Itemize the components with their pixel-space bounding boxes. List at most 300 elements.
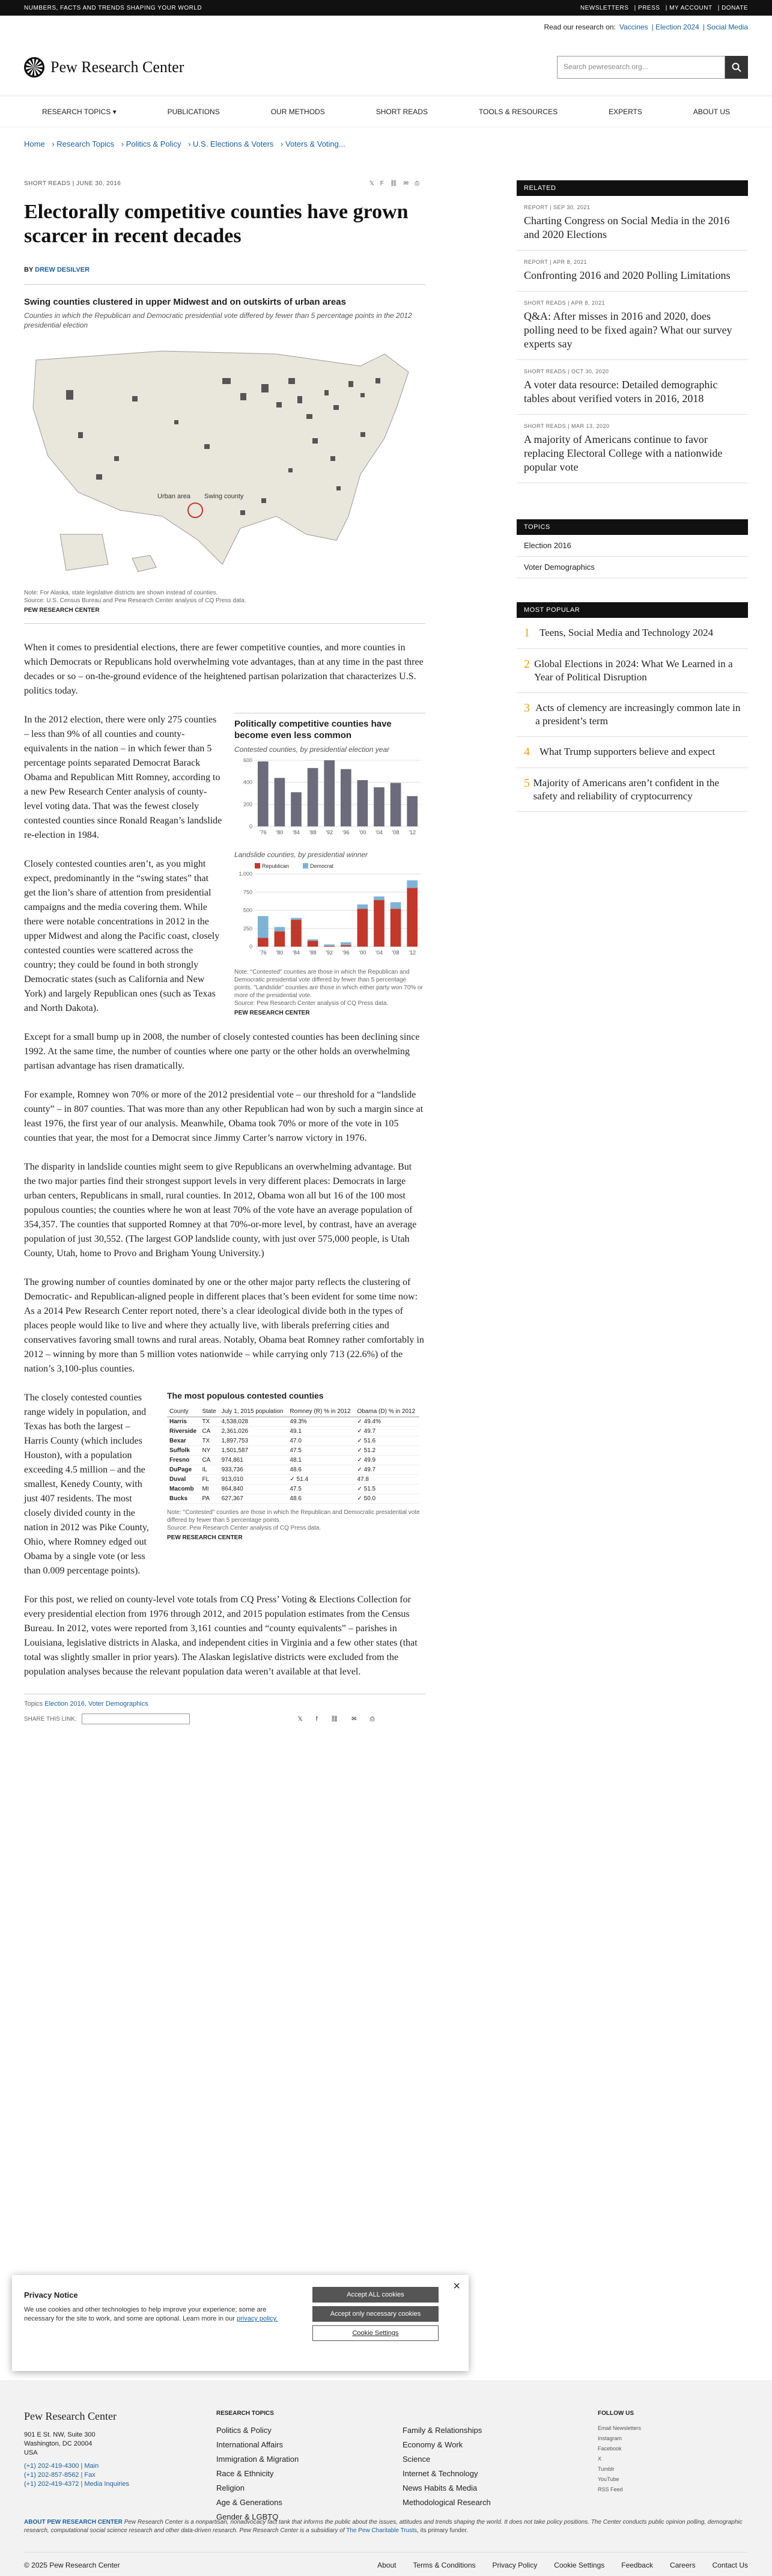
facebook-share-icon[interactable]: F — [380, 180, 390, 187]
x-tick-label: '08 — [392, 829, 400, 835]
privacy-title: Privacy Notice — [24, 2291, 78, 2300]
map-source: Source: U.S. Census Bureau and Pew Research Center analysis of CQ Press data. — [24, 597, 246, 604]
legend-label: Democrat — [310, 863, 334, 869]
table-credit: PEW RESEARCH CENTER — [167, 1534, 243, 1541]
footer-topics-col2 — [403, 2423, 491, 2510]
bar-republican — [391, 909, 401, 947]
footer-topics-col1 — [216, 2423, 299, 2524]
x-tick-label: '88 — [309, 829, 317, 835]
social-link[interactable]: Tumblr — [598, 2466, 615, 2472]
paragraph-3: Closely contested counties aren’t, as you might expect, predominantly in the “swing states” that get the lion’s share of attention from presidential campaigns and the media covering them. While there were notable concentrations in 2012 in the upper Midwest and along the Pacific coast, closely contested counties were scattered across the country; they could be found in both strongly Democratic states (such as California and New York) and largely Republican ones (such as Texas and North Dakota). — [24, 859, 220, 1013]
table-cell: Suffolk — [167, 1446, 199, 1456]
popular-title[interactable]: Global Elections in 2024: What We Learned in a Year of Political Disruption — [534, 658, 733, 683]
election-link[interactable]: | Election 2024 — [651, 23, 699, 31]
bar-contested — [357, 780, 368, 826]
facebook-icon[interactable]: f — [315, 1715, 331, 1723]
bottom-link[interactable]: Terms & Conditions — [413, 2561, 476, 2569]
pew-trusts-link[interactable]: The Pew Charitable Trusts — [346, 2527, 418, 2534]
bar-democrat — [357, 905, 368, 909]
x-tick-label: '12 — [409, 829, 416, 835]
bottom-link[interactable]: Feedback — [621, 2561, 653, 2569]
donate-link[interactable]: | DONATE — [717, 4, 748, 11]
landslide-counties-chart — [234, 859, 425, 962]
popular-title[interactable]: Majority of Americans aren’t confident in the safety and reliability of cryptocurrency — [533, 777, 719, 802]
table-cell: IL — [199, 1465, 219, 1475]
map-note: Note: For Alaska, state legislative districts are shown instead of counties. — [24, 590, 218, 596]
topics-heading: TOPICS — [517, 519, 748, 535]
table-header-cell: County — [167, 1406, 199, 1417]
newsletters-link[interactable]: NEWSLETTERS — [580, 4, 629, 11]
address-line: 901 E St. NW, Suite 300 — [24, 2431, 96, 2438]
related-meta: SHORT READS | MAR 13, 2020 — [524, 423, 610, 429]
chart1-subtitle: Contested counties, by presidential election year — [234, 745, 390, 754]
table-note: Note: "Contested" counties are those in which the Republican and Democratic presidential vote differed by fewer than 5 percentage points. — [167, 1509, 420, 1524]
popular-rank: 5 — [524, 777, 530, 790]
bar-republican — [308, 941, 318, 947]
popular-list — [517, 618, 748, 812]
footer-topic-link[interactable]: News Habits & Media — [403, 2483, 478, 2492]
popular-item[interactable] — [517, 737, 748, 768]
table-cell: 48.1 — [287, 1456, 354, 1465]
paragraph-1: When it comes to presidential elections, there are fewer competitive counties, and more counties in which Democrats or Republicans hold overwhelming vote advantages, than at any time in the past three decades or so – on-the-ground evidence of the heightened partisan polarization that characterizes U.S. politics today. — [24, 642, 424, 696]
paragraph-9: For this post, we relied on county-level vote totals from CQ Press’ Voting & Elections Collection for every presidential election from 1976 through 2012, and 2015 population estimates from the Census Bureau. In 2012, votes were reported from 3,161 counties and “county equivalents” – parishes in Louisiana, legislative districts in Alaska, and independent cities in Virginia and a few other states (that total was slightly smaller in prior years). The Alaskan legislative districts were excluded from the population analyses because the relevant population data weren’t available at that level. — [24, 1595, 418, 1677]
x-tick-label: '92 — [326, 829, 333, 835]
bar-republican — [357, 909, 368, 947]
accept-all-button[interactable]: Accept ALL cookies — [312, 2287, 439, 2303]
chart-credit: PEW RESEARCH CENTER — [234, 1010, 310, 1016]
footer-topic-link[interactable]: Science — [403, 2455, 431, 2464]
related-title[interactable]: Charting Congress on Social Media in the 2016 and 2020 Elections — [524, 215, 730, 240]
tagline: NUMBERS, FACTS AND TRENDS SHAPING YOUR WORLD — [24, 4, 202, 11]
table-row — [167, 1427, 419, 1436]
popular-item[interactable] — [517, 618, 748, 649]
table-cell: TX — [199, 1436, 219, 1446]
bottom-links — [360, 2561, 748, 2569]
phone-line[interactable]: (+1) 202-857-8562 | Fax — [24, 2471, 96, 2479]
social-link[interactable]: X — [598, 2456, 602, 2462]
nav-about[interactable]: ABOUT US — [693, 107, 730, 116]
related-meta: SHORT READS | OCT 30, 2020 — [524, 368, 609, 374]
swing-county-map — [24, 336, 425, 582]
site-header — [0, 38, 772, 96]
footer-topic-link[interactable]: Race & Ethnicity — [216, 2469, 274, 2478]
press-link[interactable]: | PRESS — [634, 4, 660, 11]
related-title[interactable]: Confronting 2016 and 2020 Polling Limitations — [524, 269, 731, 281]
related-item[interactable] — [517, 415, 748, 483]
address-line: Washington, DC 20004 — [24, 2440, 93, 2447]
legend-swatch — [303, 863, 308, 868]
related-meta: REPORT | APR 8, 2021 — [524, 259, 588, 265]
legend-label: Republican — [262, 863, 290, 869]
footer-follow-list — [598, 2423, 641, 2495]
table-source: Source: Pew Research Center analysis of CQ Press data. — [167, 1525, 321, 1531]
bar-republican — [291, 920, 302, 947]
x-tick-label: '84 — [293, 950, 300, 956]
link-share-icon[interactable]: ⛓ — [389, 180, 404, 187]
table-header-cell: Obama (D) % in 2012 — [354, 1406, 419, 1417]
footer-follow-heading: FOLLOW US — [598, 2410, 634, 2417]
contested-counties-chart — [234, 754, 425, 844]
search-button[interactable] — [725, 56, 748, 79]
popular-rank: 4 — [524, 745, 530, 758]
map-figure — [24, 297, 425, 624]
footer-topic-link[interactable]: Immigration & Migration — [216, 2455, 299, 2464]
bar-democrat — [341, 942, 351, 945]
bar-republican — [374, 900, 384, 947]
popular-item[interactable] — [517, 768, 748, 812]
table-cell: 1,501,587 — [219, 1446, 288, 1456]
footer-address — [24, 2431, 96, 2458]
nav-methods[interactable]: OUR METHODS — [270, 107, 325, 116]
counties-table — [167, 1406, 419, 1504]
bar-contested — [308, 768, 318, 826]
email-share-icon[interactable]: ✉ — [403, 180, 415, 187]
footer-phones — [24, 2462, 129, 2489]
x-tick-label: '00 — [359, 950, 366, 956]
bottom-link[interactable]: Careers — [669, 2561, 696, 2569]
top-bar — [0, 0, 772, 16]
bar-republican — [407, 888, 418, 947]
social-link[interactable]: YouTube — [598, 2476, 619, 2482]
nav-research-topics[interactable]: RESEARCH TOPICS ▾ — [42, 107, 117, 116]
bar-democrat — [291, 918, 302, 920]
table-header-cell: Romney (R) % in 2012 — [287, 1406, 354, 1417]
footer-topic-link[interactable]: Age & Generations — [216, 2498, 282, 2507]
bar-democrat — [275, 927, 285, 931]
bar-contested — [291, 792, 302, 826]
table-cell: ✓ 51.2 — [354, 1446, 419, 1456]
search-icon — [732, 63, 741, 72]
share-icons — [369, 180, 425, 187]
table-cell: 913,010 — [219, 1475, 288, 1485]
byline: BY DREW DESILVER — [24, 266, 425, 285]
paragraph-2: In the 2012 election, there were only 275 counties – less than 9% of all counties and county-equivalents in the nation – in which fewer than 5 percentage points separated Democrat Barack Obama and Republican Mitt Romney, according to a new Pew Research Center analysis of county-level voting data. That was the fewest closely contested counties since Ronald Reagan’s landslide re-election in 1984. — [24, 715, 222, 840]
chart2-title: Landslide counties, by presidential winner — [234, 850, 368, 859]
x-tick-label: '96 — [342, 829, 350, 835]
footer-topic-link[interactable]: International Affairs — [216, 2440, 284, 2449]
social-link[interactable]: RSS Feed — [598, 2486, 623, 2492]
table-cell: ✓ 49.9 — [354, 1456, 419, 1465]
footer-topic-link[interactable]: Politics & Policy — [216, 2426, 272, 2435]
nav-publications[interactable]: PUBLICATIONS — [167, 107, 220, 116]
table-cell: 974,861 — [219, 1456, 288, 1465]
x-tick-label: '00 — [359, 829, 366, 835]
x-icon[interactable]: 𝕏 — [297, 1715, 316, 1723]
table-cell: MI — [199, 1485, 219, 1494]
table-row — [167, 1456, 419, 1465]
y-tick-label: 750 — [243, 889, 252, 896]
y-tick-label: 600 — [243, 757, 252, 763]
y-tick-label: 1,000 — [239, 871, 252, 877]
table-cell: 933,736 — [219, 1465, 288, 1475]
table-cell: CA — [199, 1427, 219, 1436]
about-text: Pew Research Center is a nonpartisan, nonadvocacy fact tank that informs the public about the issues, attitudes and trends shaping the world. It does not take policy positions. The Center conducts public opinion polling, demographic research, computational social science research and other data-driven research. Pew Research Center is a subsidiary of — [24, 2519, 743, 2534]
footer-topic-link[interactable]: Religion — [216, 2483, 245, 2492]
search-input[interactable]: Search pewresearch.org... — [557, 56, 725, 79]
table-cell: 49.3% — [287, 1417, 354, 1427]
table-cell: Duval — [167, 1475, 199, 1485]
related-title[interactable]: A voter data resource: Detailed demographic tables about verified voters in 2016, 2018 — [524, 379, 718, 404]
table-cell: 4,538,028 — [219, 1417, 288, 1427]
crumb-politics[interactable]: › Politics & Policy — [121, 139, 181, 148]
breadcrumb — [0, 127, 772, 163]
y-tick-label: 0 — [249, 944, 252, 950]
table-cell: ✓ 49.7 — [354, 1465, 419, 1475]
x-tick-label: '08 — [392, 950, 400, 956]
populous-counties-table — [167, 1391, 425, 1541]
bar-republican — [275, 932, 285, 947]
table-header-cell: July 1, 2015 population — [219, 1406, 288, 1417]
x-tick-label: '84 — [293, 829, 300, 835]
footer-topics-heading: RESEARCH TOPICS — [216, 2410, 274, 2417]
copyright: © 2025 Pew Research Center — [24, 2561, 120, 2569]
charts-figure — [234, 713, 425, 1016]
related-title[interactable]: Q&A: After misses in 2016 and 2020, does polling need to be fixed again? What our survey experts say — [524, 310, 732, 350]
author-link[interactable]: DREW DESILVER — [35, 266, 90, 273]
print-icon-bottom[interactable]: ⎙ — [369, 1715, 388, 1723]
table-cell: 49.1 — [287, 1427, 354, 1436]
table-cell: NY — [199, 1446, 219, 1456]
table-cell: Fresno — [167, 1456, 199, 1465]
bar-democrat — [308, 939, 318, 941]
x-tick-label: '80 — [276, 829, 284, 835]
x-tick-label: '76 — [259, 829, 267, 835]
article — [24, 180, 425, 1724]
x-tick-label: '88 — [309, 950, 317, 956]
related-item[interactable] — [517, 360, 748, 415]
chart1-title: Politically competitive counties have become even less common — [234, 719, 392, 740]
related-heading: RELATED — [517, 180, 748, 196]
link-icon[interactable]: ⛓ — [330, 1715, 352, 1723]
table-cell: 47.5 — [287, 1446, 354, 1456]
social-link[interactable]: Email Newsletters — [598, 2425, 642, 2431]
x-tick-label: '92 — [326, 950, 333, 956]
footer-topic-link[interactable]: Gender & LGBTQ — [216, 2512, 279, 2521]
bar-contested — [341, 769, 351, 826]
table-cell: CA — [199, 1456, 219, 1465]
table-cell: 48.6 — [287, 1465, 354, 1475]
x-tick-label: '96 — [342, 950, 350, 956]
popular-title[interactable]: Teens, Social Media and Technology 2024 — [539, 627, 714, 638]
table-cell: ✓ 49.7 — [354, 1427, 419, 1436]
table-cell: Bucks — [167, 1494, 199, 1504]
paragraph-7: The growing number of counties dominated by one or the other major party reflects the clustering of Democratic- and Republican-aligned people in different places that’s been evident for some time now: As a 2014 Pew Research Center report noted, there’s a clear ideological divide both in the types of places people would like to live and where they actually live, with liberals preferring cities and conservatives favoring small towns and rural areas. Notably, Obama beat Romney rather comfortably in 2012 – winning by more than 5 million votes nationwide – while carrying only 713 (22.6%) of the nation’s 3,100-plus counties. — [24, 1277, 424, 1374]
research-bar — [0, 16, 772, 38]
logo-icon — [24, 57, 44, 78]
privacy-text: We use cookies and other technologies to help improve your experience; some are necessary for the site to work, and some are optional. Learn more in our — [24, 2306, 267, 2322]
search-form — [557, 56, 748, 79]
y-tick-label: 200 — [243, 801, 252, 808]
table-cell: TX — [199, 1417, 219, 1427]
table-cell: 47.5 — [287, 1485, 354, 1494]
topic-election-2016[interactable]: Election 2016, — [44, 1700, 87, 1708]
table-cell: 2,361,026 — [219, 1427, 288, 1436]
main-nav — [0, 96, 772, 127]
table-row — [167, 1446, 419, 1456]
popular-rank: 1 — [524, 626, 530, 639]
bar-democrat — [407, 881, 418, 888]
paragraph-4: Except for a small bump up in 2008, the number of closely contested counties has been declining since 1992. At the same time, the number of counties where one party or the other holds an overwhelming partisan advantage has risen dramatically. — [24, 1032, 420, 1071]
crumb-voters[interactable]: › Voters & Voting... — [281, 139, 345, 148]
bar-democrat — [324, 944, 335, 945]
chart-note: Note: "Contested" counties are those in which the Republican and Democratic presidential vote differed by fewer than 5 percentage points. "Landslide" counties are those in which either party won 70% or more of the presidential vote. — [234, 969, 423, 999]
table-header-cell: State — [199, 1406, 219, 1417]
y-tick-label: 400 — [243, 779, 252, 786]
social-media-link[interactable]: | Social Media — [702, 23, 748, 31]
table-cell: 627,367 — [219, 1494, 288, 1504]
map-title: Swing counties clustered in upper Midwest and on outskirts of urban areas — [24, 297, 346, 307]
y-tick-label: 500 — [243, 907, 252, 914]
nav-short-reads[interactable]: SHORT READS — [375, 107, 428, 116]
table-cell: 1,897,753 — [219, 1436, 288, 1446]
popular-rank: 2 — [524, 658, 530, 671]
bar-contested — [258, 762, 269, 826]
table-cell: PA — [199, 1494, 219, 1504]
bar-democrat — [391, 902, 401, 909]
table-cell: 47.0 — [287, 1436, 354, 1446]
table-row — [167, 1465, 419, 1475]
footer-topic-link[interactable]: Internet & Technology — [403, 2469, 478, 2478]
popular-item[interactable] — [517, 693, 748, 737]
footer-topic-link[interactable]: Economy & Work — [403, 2440, 463, 2449]
social-link[interactable]: Instagram — [598, 2435, 622, 2441]
related-title[interactable]: A majority of Americans continue to favor replacing Electoral College with a nationwide popular vote — [524, 433, 723, 473]
bottom-link[interactable]: Privacy Policy — [492, 2561, 538, 2569]
footer-topic-link[interactable]: Family & Relationships — [403, 2426, 482, 2435]
table-cell: Harris — [167, 1417, 199, 1427]
popular-title[interactable]: Acts of clemency are increasingly common late in a president’s term — [535, 702, 741, 727]
bar-democrat — [258, 916, 269, 938]
paragraph-5: For example, Romney won 70% or more of the 2012 presidential vote – our threshold for a “landslide county” – in 807 counties. That was more than any other Republican had won by such a margin since at least 1976, the first year of our analysis. Meanwhile, Obama took 70% or more of the vote in 105 counties that year, the most for a Democrat since Jimmy Carter’s narrow victory in 1976. — [24, 1090, 424, 1143]
topic-voter-demographics[interactable]: Voter Demographics — [88, 1700, 148, 1708]
chart-source: Source: Pew Research Center analysis of CQ Press data. — [234, 1000, 389, 1007]
sidebar-topic-voter-demographics[interactable]: Voter Demographics — [517, 557, 748, 578]
social-link[interactable]: Facebook — [598, 2446, 622, 2452]
phone-line[interactable]: (+1) 202-419-4300 | Main — [24, 2462, 99, 2470]
accept-necessary-button[interactable]: Accept only necessary cookies — [312, 2306, 439, 2322]
research-label: Read our research on: — [544, 23, 616, 31]
privacy-policy-link[interactable]: privacy policy. — [237, 2315, 278, 2322]
share-row: SHARE THIS LINK: 𝕏f⛓✉⎙ — [24, 1714, 425, 1724]
vaccines-link[interactable]: Vaccines — [619, 23, 648, 31]
table-cell: ✓ 50.0 — [354, 1494, 419, 1504]
phone-line[interactable]: (+1) 202-419-4372 | Media Inquiries — [24, 2480, 129, 2488]
table-cell: ✓ 51.6 — [354, 1436, 419, 1446]
bar-contested — [407, 796, 418, 826]
table-cell: ✓ 49.4% — [354, 1417, 419, 1427]
table-title: The most populous contested counties — [167, 1391, 324, 1400]
about-label: ABOUT PEW RESEARCH CENTER — [24, 2519, 123, 2526]
bar-democrat — [374, 897, 384, 900]
popular-item[interactable] — [517, 649, 748, 693]
map-label-urban: Urban area — [157, 493, 191, 500]
bar-contested — [391, 783, 401, 826]
article-kicker: SHORT READS | JUNE 30, 2016 — [24, 180, 121, 187]
paragraph-6: The disparity in landslide counties might seem to give Republicans an overwhelming advantage. But the two major parties find their strongest support levels in very different places: Democrats in large urban centers, Republicans in small, rural counties. In 2012, Obama won all but 16 of the 100 most populous counties; the counties where he won at least 70% of the vote have an average population of 354,357. The counties that supported Romney at that 70%-or-more level, by contrast, have an average population of just 30,552. (The largest GOP landslide county, with just over 575,000 people, is Utah County, Utah, home to Provo and Brigham Young University.) — [24, 1162, 417, 1259]
nav-tools[interactable]: TOOLS & RESOURCES — [478, 107, 558, 116]
crumb-topics[interactable]: › Research Topics — [52, 139, 115, 148]
print-icon[interactable]: ⎙ — [415, 180, 425, 187]
bar-contested — [275, 778, 285, 826]
topics-row: Topics Election 2016, Voter Demographics — [24, 1694, 425, 1708]
crumb-home[interactable]: Home — [24, 139, 45, 148]
table-cell: 48.6 — [287, 1494, 354, 1504]
map-subtitle: Counties in which the Republican and Democratic presidential vote differed by fewer than 5 percentage points in the 2012 presidential election — [24, 311, 412, 329]
sidebar — [517, 180, 748, 812]
y-tick-label: 0 — [249, 823, 252, 829]
bar-contested — [324, 760, 335, 826]
sub-footer: ABOUT PEW RESEARCH CENTER Pew Research Center is a nonpartisan, nonadvocacy fact tank that informs the public about the issues, attitudes and trends shaping the world. It does not take policy positions. The Center conducts public opinion polling, demographic research, computational social science research and other data-driven research. Pew Research Center is a subsidiary of The Pew Charitable Trusts, its primary funder. © 2025 Pew Research Center About Terms & Conditions Privacy Policy Cookie Settings Feedback Careers Contact Us — [24, 2519, 748, 2569]
logo-text: Pew Research Center — [50, 58, 184, 76]
related-item[interactable] — [517, 291, 748, 360]
table-cell: 864,840 — [219, 1485, 288, 1494]
table-cell: Bexar — [167, 1436, 199, 1446]
table-cell: 47.8 — [354, 1475, 419, 1485]
footer-topic-link[interactable]: Methodological Research — [403, 2498, 491, 2507]
bottom-link[interactable]: About — [377, 2561, 397, 2569]
table-row — [167, 1494, 419, 1504]
table-cell: Macomb — [167, 1485, 199, 1494]
table-cell: ✓ 51.5 — [354, 1485, 419, 1494]
bar-contested — [374, 787, 384, 826]
x-share-icon[interactable]: 𝕏 — [369, 180, 380, 187]
table-row — [167, 1475, 419, 1485]
x-tick-label: '04 — [375, 829, 383, 835]
popular-title[interactable]: What Trump supporters believe and expect — [539, 746, 716, 757]
x-tick-label: '04 — [375, 950, 383, 956]
close-icon[interactable]: × — [453, 2280, 460, 2293]
cookie-settings-button[interactable]: Cookie Settings — [312, 2325, 439, 2341]
related-item[interactable] — [517, 251, 748, 291]
page-title: Electorally competitive counties have grown scarcer in recent decades — [24, 201, 409, 247]
sidebar-topic-election-2016[interactable]: Election 2016 — [517, 535, 748, 557]
bottom-link[interactable]: Contact Us — [712, 2561, 748, 2569]
related-item[interactable] — [517, 196, 748, 251]
bar-republican — [341, 945, 351, 947]
popular-rank: 3 — [524, 701, 530, 715]
map-credit: PEW RESEARCH CENTER — [24, 607, 100, 614]
table-cell: DuPage — [167, 1465, 199, 1475]
table-cell: FL — [199, 1475, 219, 1485]
share-link-input[interactable] — [82, 1714, 190, 1724]
paragraph-8: The closely contested counties range widely in population, and Texas has both the largest – Harris County (which includes Houston), with a population exceeding 4.5 million – and the smallest, Kenedy County, with just 407 residents. The most closely divided county in the nation in 2012 was Pike County, Ohio, where Romney edged out Obama by a single vote (or less than 0.009 percentage points). — [24, 1393, 149, 1576]
related-meta: REPORT | SEP 30, 2021 — [524, 204, 591, 210]
share-buttons — [298, 1716, 388, 1723]
related-meta: SHORT READS | APR 8, 2021 — [524, 300, 606, 306]
table-row — [167, 1436, 419, 1446]
bar-republican — [324, 946, 335, 947]
site-logo[interactable] — [24, 57, 184, 78]
crumb-elections[interactable]: › U.S. Elections & Voters — [188, 139, 274, 148]
x-tick-label: '12 — [409, 950, 416, 956]
address-line: USA — [24, 2449, 38, 2456]
nav-experts[interactable]: EXPERTS — [609, 107, 642, 116]
privacy-notice — [12, 2275, 469, 2371]
table-row — [167, 1485, 419, 1494]
table-cell: Riverside — [167, 1427, 199, 1436]
y-tick-label: 250 — [243, 925, 252, 932]
my-account-link[interactable]: | MY ACCOUNT — [665, 4, 713, 11]
related-list — [517, 196, 748, 483]
map-label-swing: Swing county — [204, 493, 244, 500]
bottom-link[interactable]: Cookie Settings — [554, 2561, 605, 2569]
table-cell: ✓ 51.4 — [287, 1475, 354, 1485]
table-row — [167, 1417, 419, 1427]
footer-logo[interactable]: Pew Research Center — [24, 2410, 117, 2422]
x-tick-label: '80 — [276, 950, 284, 956]
email-icon[interactable]: ✉ — [351, 1715, 370, 1723]
x-tick-label: '76 — [259, 950, 267, 956]
